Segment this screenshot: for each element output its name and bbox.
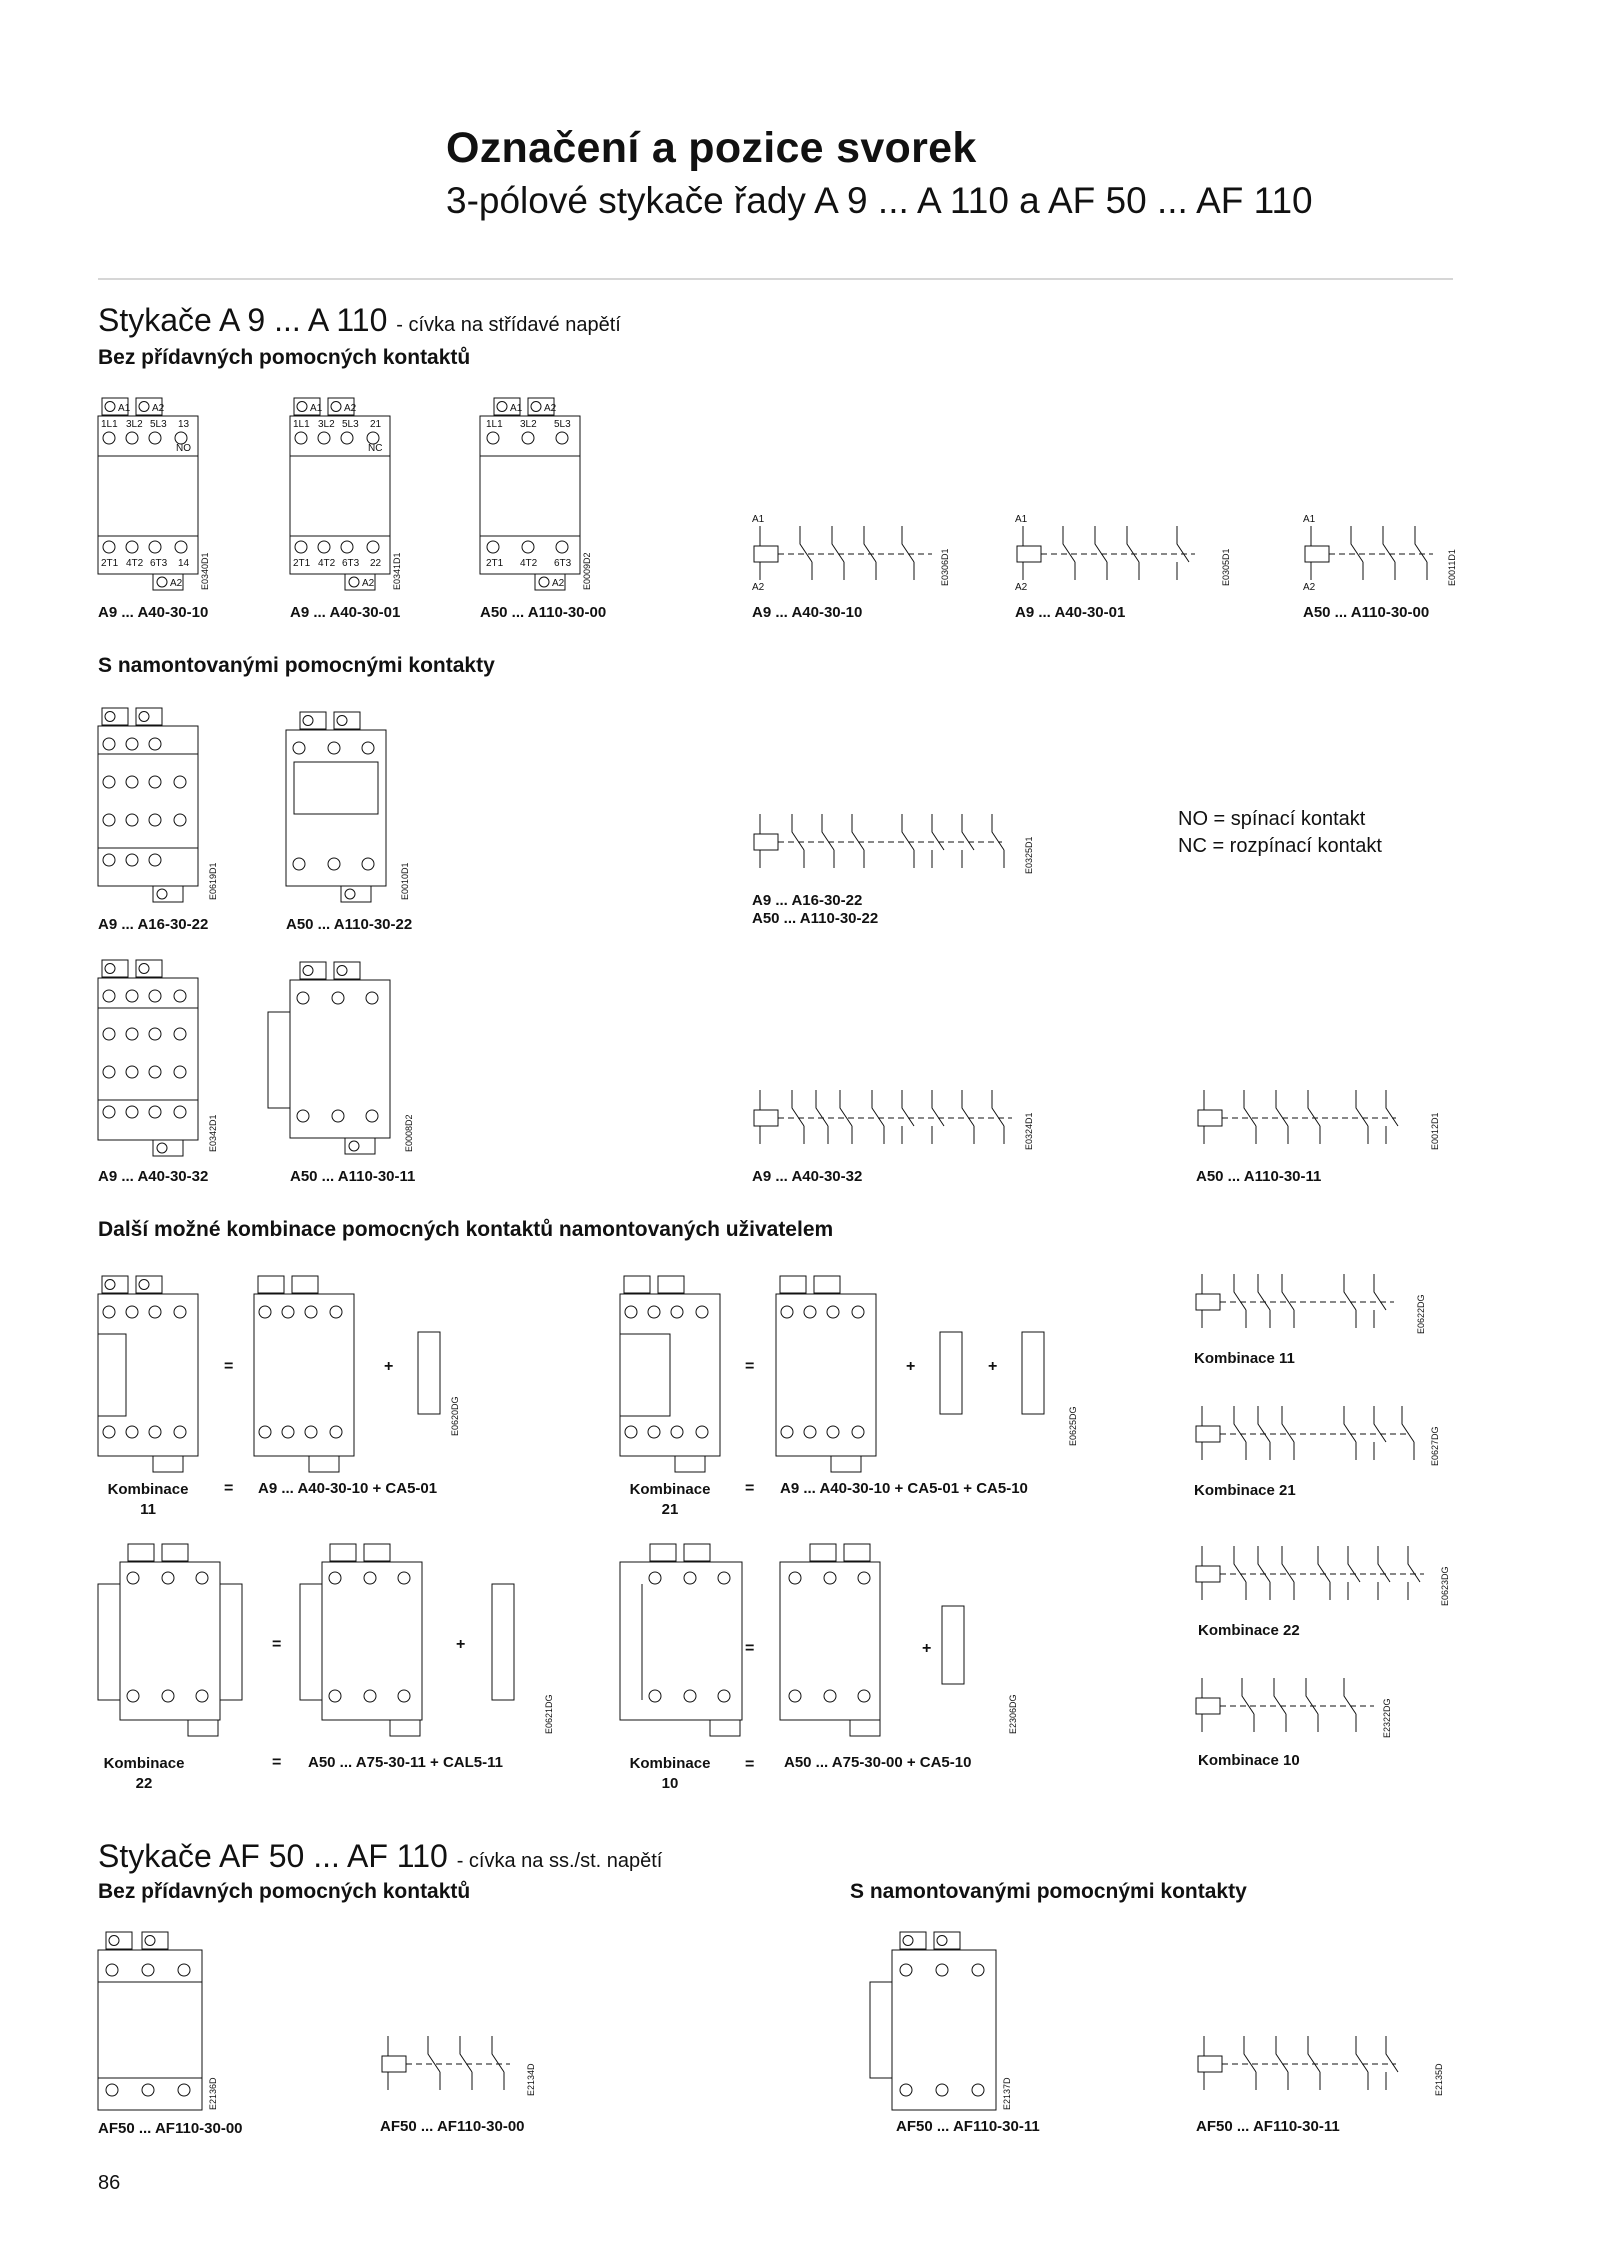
- drawing-code: E0010D1: [400, 862, 410, 900]
- section-a-note: - cívka na střídavé napětí: [396, 314, 621, 336]
- label-6t3: 6T3: [342, 558, 360, 569]
- caption: A9 ... A40-30-32: [752, 1168, 863, 1185]
- caption: A50 ... A110-30-00: [480, 604, 607, 621]
- label-5l3: 5L3: [342, 419, 359, 430]
- drawing-code: E2322DG: [1382, 1698, 1392, 1738]
- label-a2: A2: [1303, 582, 1316, 593]
- label-5l3: 5L3: [554, 419, 571, 430]
- label-a1: A1: [310, 403, 323, 414]
- contactor-block-a50-a110-30-22: [286, 712, 416, 908]
- plus-sign: +: [906, 1358, 916, 1375]
- contactor-block-af50-af110-30-11: [850, 1932, 1020, 2112]
- sub-with-aux: S namontovanými pomocnými kontakty: [850, 1880, 1247, 1903]
- combination-10-formula: A50 ... A75-30-00 + CA5-10: [784, 1754, 972, 1771]
- sub-no-aux: Bez přídavných pomocných kontaktů: [98, 346, 471, 369]
- schematic-kombinace-10: [1194, 1664, 1414, 1746]
- label-a2-bottom: A2: [170, 578, 183, 589]
- combination-11-diagram: [98, 1276, 478, 1476]
- drawing-code: E2134D: [526, 2063, 536, 2096]
- section-b-title-text: Stykače AF 50 ... AF 110: [98, 1838, 448, 1874]
- label-2t1: 2T1: [486, 558, 504, 569]
- combination-22-label: Kombinace 22: [103, 1755, 185, 1792]
- drawing-code: E0619D1: [208, 862, 218, 900]
- page-subtitle: 3-pólové stykače řady A 9 ... A 110 a AF 50 ... AF 110: [446, 180, 1313, 221]
- schematic-a9-a40-30-01: [1015, 512, 1235, 594]
- section-a-title: [98, 302, 621, 339]
- combination-22-diagram: [98, 1544, 578, 1740]
- label-22: 22: [370, 558, 382, 569]
- section-b-title: [98, 1838, 662, 1875]
- label-a1: A1: [1015, 514, 1028, 525]
- plus-sign: +: [384, 1358, 394, 1375]
- label-14: 14: [178, 558, 190, 569]
- label-6t3: 6T3: [150, 558, 168, 569]
- equals-sign: =: [745, 1358, 755, 1375]
- caption: A9 ... A40-30-01: [290, 604, 401, 621]
- drawing-code: E2137D: [1002, 2077, 1012, 2110]
- schematic-af50-af110-30-00: [380, 2022, 560, 2104]
- schematic-kombinace-22: [1194, 1532, 1454, 1614]
- caption: AF50 ... AF110-30-00: [380, 2118, 525, 2135]
- side-caption: Kombinace 21: [1194, 1482, 1296, 1499]
- contactor-block-a9-a40-30-10: [98, 394, 208, 594]
- label-a2: A2: [544, 403, 557, 414]
- drawing-code: E0324D1: [1024, 1112, 1034, 1150]
- label-2t1: 2T1: [101, 558, 119, 569]
- contactor-block-a50-a110-30-11: [250, 962, 420, 1160]
- side-caption: Kombinace 11: [1194, 1350, 1295, 1367]
- plus-sign: +: [456, 1636, 466, 1653]
- caption: AF50 ... AF110-30-11: [1196, 2118, 1340, 2135]
- contactor-block-a9-a40-30-01: [290, 394, 400, 594]
- caption: A9 ... A40-30-10: [752, 604, 863, 621]
- contactor-block-af50-af110-30-00: [98, 1932, 228, 2112]
- label-21: 21: [370, 419, 382, 430]
- schematic-a50-a110-30-00: [1303, 512, 1463, 594]
- combination-10-diagram: [620, 1544, 1030, 1740]
- label-nc: NC: [368, 443, 383, 454]
- caption: A9 ... A40-30-01: [1015, 604, 1126, 621]
- equals-sign: =: [224, 1480, 234, 1497]
- drawing-code: E0325D1: [1024, 836, 1034, 874]
- drawing-code: E2306DG: [1008, 1694, 1018, 1734]
- label-13: 13: [178, 419, 190, 430]
- label-1l1: 1L1: [486, 419, 503, 430]
- drawing-code: E0009D2: [582, 552, 592, 590]
- header-divider: [98, 278, 1453, 280]
- section-a-title-text: Stykače A 9 ... A 110: [98, 302, 388, 338]
- contactor-block-a9-a16-30-22: [98, 708, 228, 908]
- label-3l2: 3L2: [126, 419, 143, 430]
- schematic-a50-a110-30-11: [1196, 1076, 1446, 1158]
- combination-21-formula: A9 ... A40-30-10 + CA5-01 + CA5-10: [780, 1480, 1028, 1497]
- plus-sign: +: [922, 1640, 932, 1657]
- combination-22-formula: A50 ... A75-30-11 + CAL5-11: [308, 1754, 503, 1771]
- combination-11-label: Kombinace 11: [107, 1481, 189, 1518]
- drawing-code: E0008D2: [404, 1114, 414, 1152]
- label-a2: A2: [152, 403, 165, 414]
- label-3l2: 3L2: [318, 419, 335, 430]
- label-1l1: 1L1: [101, 419, 118, 430]
- caption: A9 ... A40-30-10: [98, 604, 209, 621]
- caption: A9 ... A40-30-32: [98, 1168, 209, 1185]
- legend: [1178, 806, 1382, 860]
- section-b-note: - cívka na ss./st. napětí: [456, 1850, 663, 1872]
- drawing-code: E0620DG: [450, 1396, 460, 1436]
- equals-sign: =: [272, 1636, 282, 1653]
- caption: A50 ... A110-30-00: [1303, 604, 1430, 621]
- label-4t2: 4T2: [318, 558, 336, 569]
- drawing-code: E0012D1: [1430, 1112, 1440, 1150]
- label-a1: A1: [1303, 514, 1316, 525]
- sub-more-combinations: Další možné kombinace pomocných kontaktů namontovaných uživatelem: [98, 1218, 834, 1241]
- caption: A50 ... A110-30-11: [1196, 1168, 1322, 1185]
- caption: A9 ... A16-30-22: [98, 916, 209, 933]
- drawing-code: E0342D1: [208, 1114, 218, 1152]
- drawing-code: E0340D1: [200, 552, 210, 590]
- drawing-code: E2136D: [208, 2077, 218, 2110]
- schematic-af50-af110-30-11: [1196, 2022, 1456, 2104]
- label-no: NO: [176, 443, 191, 454]
- equals-sign: =: [224, 1358, 234, 1375]
- legend-no: NO = spínací kontakt: [1178, 808, 1366, 830]
- drawing-code: E2135D: [1434, 2063, 1444, 2096]
- equals-sign: =: [272, 1754, 282, 1771]
- label-a1: A1: [118, 403, 131, 414]
- page-title: Označení a pozice svorek: [446, 124, 977, 172]
- drawing-code: E0625DG: [1068, 1406, 1078, 1446]
- drawing-code: E0305D1: [1221, 548, 1231, 586]
- sub-no-aux: Bez přídavných pomocných kontaktů: [98, 1880, 471, 1903]
- label-3l2: 3L2: [520, 419, 537, 430]
- schematic-kombinace-21: [1194, 1392, 1444, 1474]
- label-2t1: 2T1: [293, 558, 311, 569]
- label-4t2: 4T2: [126, 558, 144, 569]
- drawing-code: E0622DG: [1416, 1294, 1426, 1334]
- page-number: 86: [98, 2172, 121, 2194]
- equals-sign: =: [745, 1756, 755, 1773]
- schematic-a9-a40-30-32: [752, 1076, 1042, 1158]
- label-a2: A2: [344, 403, 357, 414]
- label-a2-bottom: A2: [362, 578, 375, 589]
- plus-sign: +: [988, 1358, 998, 1375]
- label-a2-bottom: A2: [552, 578, 565, 589]
- label-1l1: 1L1: [293, 419, 310, 430]
- label-a1: A1: [752, 514, 765, 525]
- sub-with-aux: S namontovanými pomocnými kontakty: [98, 654, 495, 677]
- combination-21-diagram: [620, 1276, 1090, 1476]
- caption: AF50 ... AF110-30-00: [98, 2120, 243, 2137]
- drawing-code: E0306D1: [940, 548, 950, 586]
- label-a2: A2: [1015, 582, 1028, 593]
- label-6t3: 6T3: [554, 558, 572, 569]
- side-caption: Kombinace 10: [1198, 1752, 1300, 1769]
- drawing-code: E0621DG: [544, 1694, 554, 1734]
- caption: A50 ... A110-30-22: [286, 916, 413, 933]
- caption: A50 ... A110-30-22: [752, 910, 879, 927]
- contactor-block-a50-a110-30-00: [480, 394, 590, 594]
- caption: AF50 ... AF110-30-11: [896, 2118, 1040, 2135]
- label-5l3: 5L3: [150, 419, 167, 430]
- equals-sign: =: [745, 1640, 755, 1657]
- schematic-a9-a16-30-22: [752, 800, 1042, 882]
- drawing-code: E0341D1: [392, 552, 402, 590]
- schematic-kombinace-11: [1194, 1260, 1444, 1342]
- label-4t2: 4T2: [520, 558, 538, 569]
- equals-sign: =: [745, 1480, 755, 1497]
- caption: A9 ... A16-30-22: [752, 892, 863, 909]
- side-caption: Kombinace 22: [1198, 1622, 1300, 1639]
- label-a1: A1: [510, 403, 523, 414]
- combination-21-label: Kombinace 21: [629, 1481, 711, 1518]
- drawing-code: E0011D1: [1447, 549, 1457, 586]
- drawing-code: E0627DG: [1430, 1426, 1440, 1466]
- drawing-code: E0623DG: [1440, 1566, 1450, 1606]
- label-a2: A2: [752, 582, 765, 593]
- caption: A50 ... A110-30-11: [290, 1168, 416, 1185]
- combination-11-formula: A9 ... A40-30-10 + CA5-01: [258, 1480, 438, 1497]
- contactor-block-a9-a40-30-32: [98, 960, 228, 1160]
- combination-10-label: Kombinace 10: [629, 1755, 711, 1792]
- legend-nc: NC = rozpínací kontakt: [1178, 835, 1382, 857]
- schematic-a9-a40-30-10: [752, 512, 952, 594]
